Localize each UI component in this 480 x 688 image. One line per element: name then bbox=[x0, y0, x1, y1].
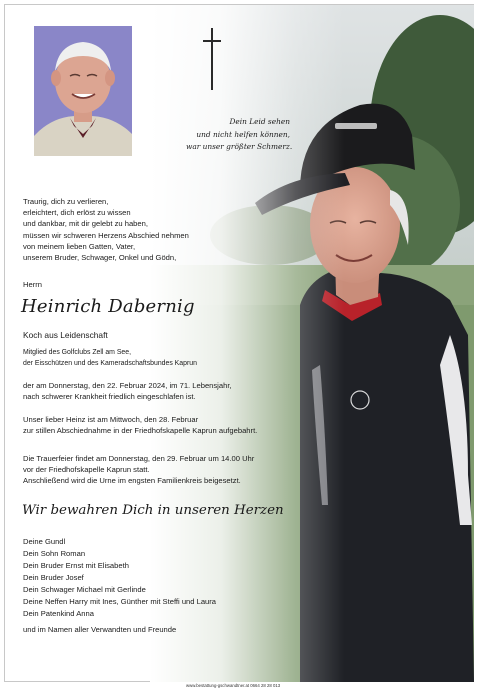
mourners-list bbox=[23, 536, 216, 620]
viewing-line: zur stillen Abschiednahme in der Friedhofskapelle Kaprun aufgebahrt. bbox=[23, 426, 258, 436]
verse bbox=[186, 116, 293, 154]
poem bbox=[23, 196, 189, 263]
mourner: Dein Bruder Josef bbox=[23, 573, 84, 582]
poem-line: unserem Bruder, Schwager, Onkel und Gödn, bbox=[23, 253, 177, 263]
funeral-line: vor der Friedhofskapelle Kaprun statt. bbox=[23, 465, 150, 475]
closing-line: und im Namen aller Verwandten und Freunde bbox=[23, 625, 177, 634]
deceased-tagline: Koch aus Leidenschaft bbox=[23, 330, 108, 340]
footer-contact: www.bestattung-gschwandtner.at 0664 28 28 013 bbox=[186, 683, 281, 688]
poem-line: erleichtert, dich erlöst zu wissen bbox=[23, 208, 131, 218]
funeral-notice bbox=[23, 453, 254, 487]
mourner: Dein Bruder Ernst mit Elisabeth bbox=[23, 561, 129, 570]
poem-line: und dankbar, mit dir gelebt zu haben, bbox=[23, 219, 148, 229]
verse-line: war unser größter Schmerz. bbox=[186, 142, 293, 151]
funeral-line: Anschließend wird die Urne im engsten Familienkreis beigesetzt. bbox=[23, 476, 241, 486]
death-notice bbox=[23, 380, 232, 402]
membership-line: der Eisschützen und des Kameradschaftsbundes Kaprun bbox=[23, 359, 197, 367]
mourner: Dein Sohn Roman bbox=[23, 549, 86, 558]
mourner: Deine Neffen Harry mit Ines, Günther mit Steffi und Laura bbox=[23, 597, 217, 606]
death-line: der am Donnerstag, den 22. Februar 2024, im 71. Lebensjahr, bbox=[23, 381, 232, 390]
mourner: Dein Patenkind Anna bbox=[23, 609, 94, 618]
funeral-line: Die Trauerfeier findet am Donnerstag, den 29. Februar um 14.00 Uhr bbox=[23, 454, 255, 463]
deceased-name: Heinrich Dabernig bbox=[21, 296, 195, 317]
death-line: nach schwerer Krankheit friedlich eingeschlafen ist. bbox=[23, 392, 196, 402]
verse-line: und nicht helfen können, bbox=[196, 129, 290, 139]
viewing-notice bbox=[23, 414, 257, 436]
membership-line: Mitglied des Golfclubs Zell am See, bbox=[23, 349, 131, 356]
motto: Wir bewahren Dich in unseren Herzen bbox=[22, 503, 284, 518]
poem-line: müssen wir schweren Herzens Abschied nehmen bbox=[23, 230, 189, 240]
mourner: Deine Gundl bbox=[23, 537, 66, 546]
portrait-photo bbox=[34, 26, 132, 156]
cross-icon bbox=[211, 28, 213, 90]
verse-line: Dein Leid sehen bbox=[229, 117, 290, 126]
mourner: Dein Schwager Michael mit Gerlinde bbox=[23, 585, 146, 594]
portrait-illustration bbox=[34, 26, 132, 156]
salutation: Herrn bbox=[23, 280, 42, 289]
membership bbox=[23, 348, 197, 369]
poem-line: Traurig, dich zu verlieren, bbox=[23, 197, 109, 206]
poem-line: von meinem lieben Gatten, Vater, bbox=[23, 241, 136, 251]
viewing-line: Unser lieber Heinz ist am Mittwoch, den 28. Februar bbox=[23, 415, 199, 424]
